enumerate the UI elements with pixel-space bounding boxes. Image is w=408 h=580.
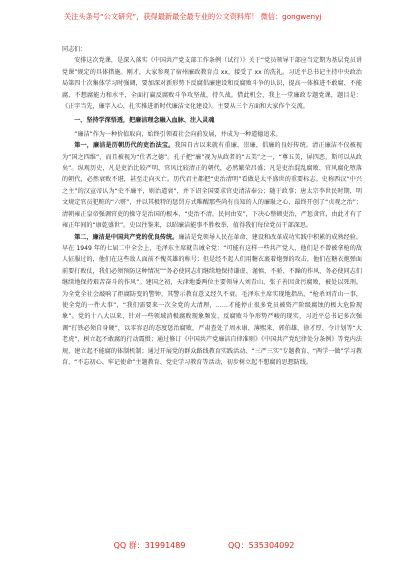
paragraph-3-lead: 第二，廉洁是中国共产党的优良传统。 — [74, 233, 179, 241]
salutation: 同志们： — [62, 46, 87, 53]
paragraph-3-text: 廉洁是党领导人民在革命、建设和改革成功实践中积累的成熟经验。早在 1949 年的七届二中全会上，毛泽东主席就告诫全党：“可能有这样一些共产党人，他们是不曾被拿枪的敌人征服过的，他们在这些敌人面前不愧英雄的称号；但是经不起人们用糖衣裹着炮弹的攻击，他们在糖衣炮弹面前要打败仗，我们必须预防这种情况”“务必使同志们继续地保持谦虚、谨慎、不骄、不躁的作风，务必使同志们继续地保持艰苦奋斗的作风”。建国之初，天津地委两位主要领导人刘青山、张子善因贪污腐败，被处以死刑。为全党全社会敲响了拒腐防变的警钟，其警示教育意义经久不衰。毛泽东主席实现地指出，“枪杀刘青山一事，使全党的一件大事”，“我们需要来一次全党的大清理，……才能停止很多党员被资产阶级腐蚀的极大危险现象”。党的十八大以来，针对一些领域消极腐败现象频发、反腐败斗争形势严峻的现实，习近平总书记多次强调“打铁必须自身硬”，以零容忍的态度惩治腐败，严肃查处了周永康、薄熙来、郭伯雄、徐才厚、令计划等“大老虎”，树立起不敢腐的行动震慑；通过修订《中国共产党廉洁自律准则》《中国共产党纪律处分条例》等党内法规，建立起不能腐的体制机制；通过开展党的群众路线教育实践活动、“三严三实”专题教育、“两学一做”学习教育、“不忘初心、牢记使命”主题教育、党史学习教育等活动，初步树立起不想腐的思想防线。 — [62, 233, 363, 366]
promo-banner: 关注头条号“公文研究”，获得最新最全最专业的公文资料库！ 微信：gongwenyj — [64, 12, 322, 21]
paragraph-1: “廉洁”作为一种价值取向，始终引领着社会向前发展，并成为一种道德追求。 — [74, 130, 282, 138]
section-heading-1: 一、坚持学深悟透，把廉洁理念融入血脉、注入灵魂 — [74, 117, 215, 125]
intro-paragraph: 安排这次党课，是深入落实《中国共产党支部工作条例（试行）》关于“党员领导干部应当定期为基层党员讲党课”规定的具体措施。刚才，大家参观了宿州廉政教育点 xx，接受了 xx 的洗礼。习近平总书记主持中央政治局第四十次集体学习时强调，要加深对新形势下反腐倡廉建设和反腐败斗争的认识，提高一体推进不敢腐、不能腐、不想腐能力和水平，全面打赢反腐败斗争攻坚战、持久战。借此机会，我上一堂廉政专题党课，题目是：《正字当先，廉字入心，扎实推进新时代廉洁文化建设》。主要从三个方面和大家作个交流。 — [62, 57, 362, 111]
qq-group: QQ 群：31991489 — [113, 541, 186, 550]
paragraph-3 — [62, 232, 362, 369]
paragraph-2-lead: 第一，廉洁是历朝历代的吏治法宝。 — [74, 142, 175, 150]
paragraph-2-text: 我国自古以来就有重廉、崇廉、倡廉的良好传统。清正廉洁不仅被视为“国之四维”，而且被视为“仕者之德”。孔子把“廉”视为从政者的“五美”之一，“尊五美，屏四恶，斯可以从政矣”。纵观历史，凡是吏治比较严明、官风比较清正的朝代，必然繁荣昌盛；凡是吏治混乱腐败、官风腐化堕落的朝代，必然衰败不堪，甚至走向灭亡。历代君主都把“吏治清明”看做是太平盛世的重要标志。史称西汉“中兴之主”的汉宣帝认为“史不廉平，则治道衰”，并下诏全国要求官吏清洁奉公；随于政事；唐太宗李世民时期，明文规定官员犯赃的“六赃”，并以其极特的惩罚方式唯醒那些尚有良知的人的廉耻之心，最终开创了“贞观之治”；清朝雍正皇帝强调官吏的操守是治国的根本，“吏治不清，民何由安”，下决心整顿吏治，严惩贪官，由此才有了雍正年间的“康乾盛世”。史以往鉴来，以昭廉洁能事不胜枚举，值得我们每位党员干部深思。 — [62, 142, 363, 230]
paragraph-2 — [62, 140, 362, 231]
document-body — [62, 44, 362, 368]
contact-footer — [0, 540, 408, 551]
qq-number: QQ：535304092 — [228, 541, 295, 550]
